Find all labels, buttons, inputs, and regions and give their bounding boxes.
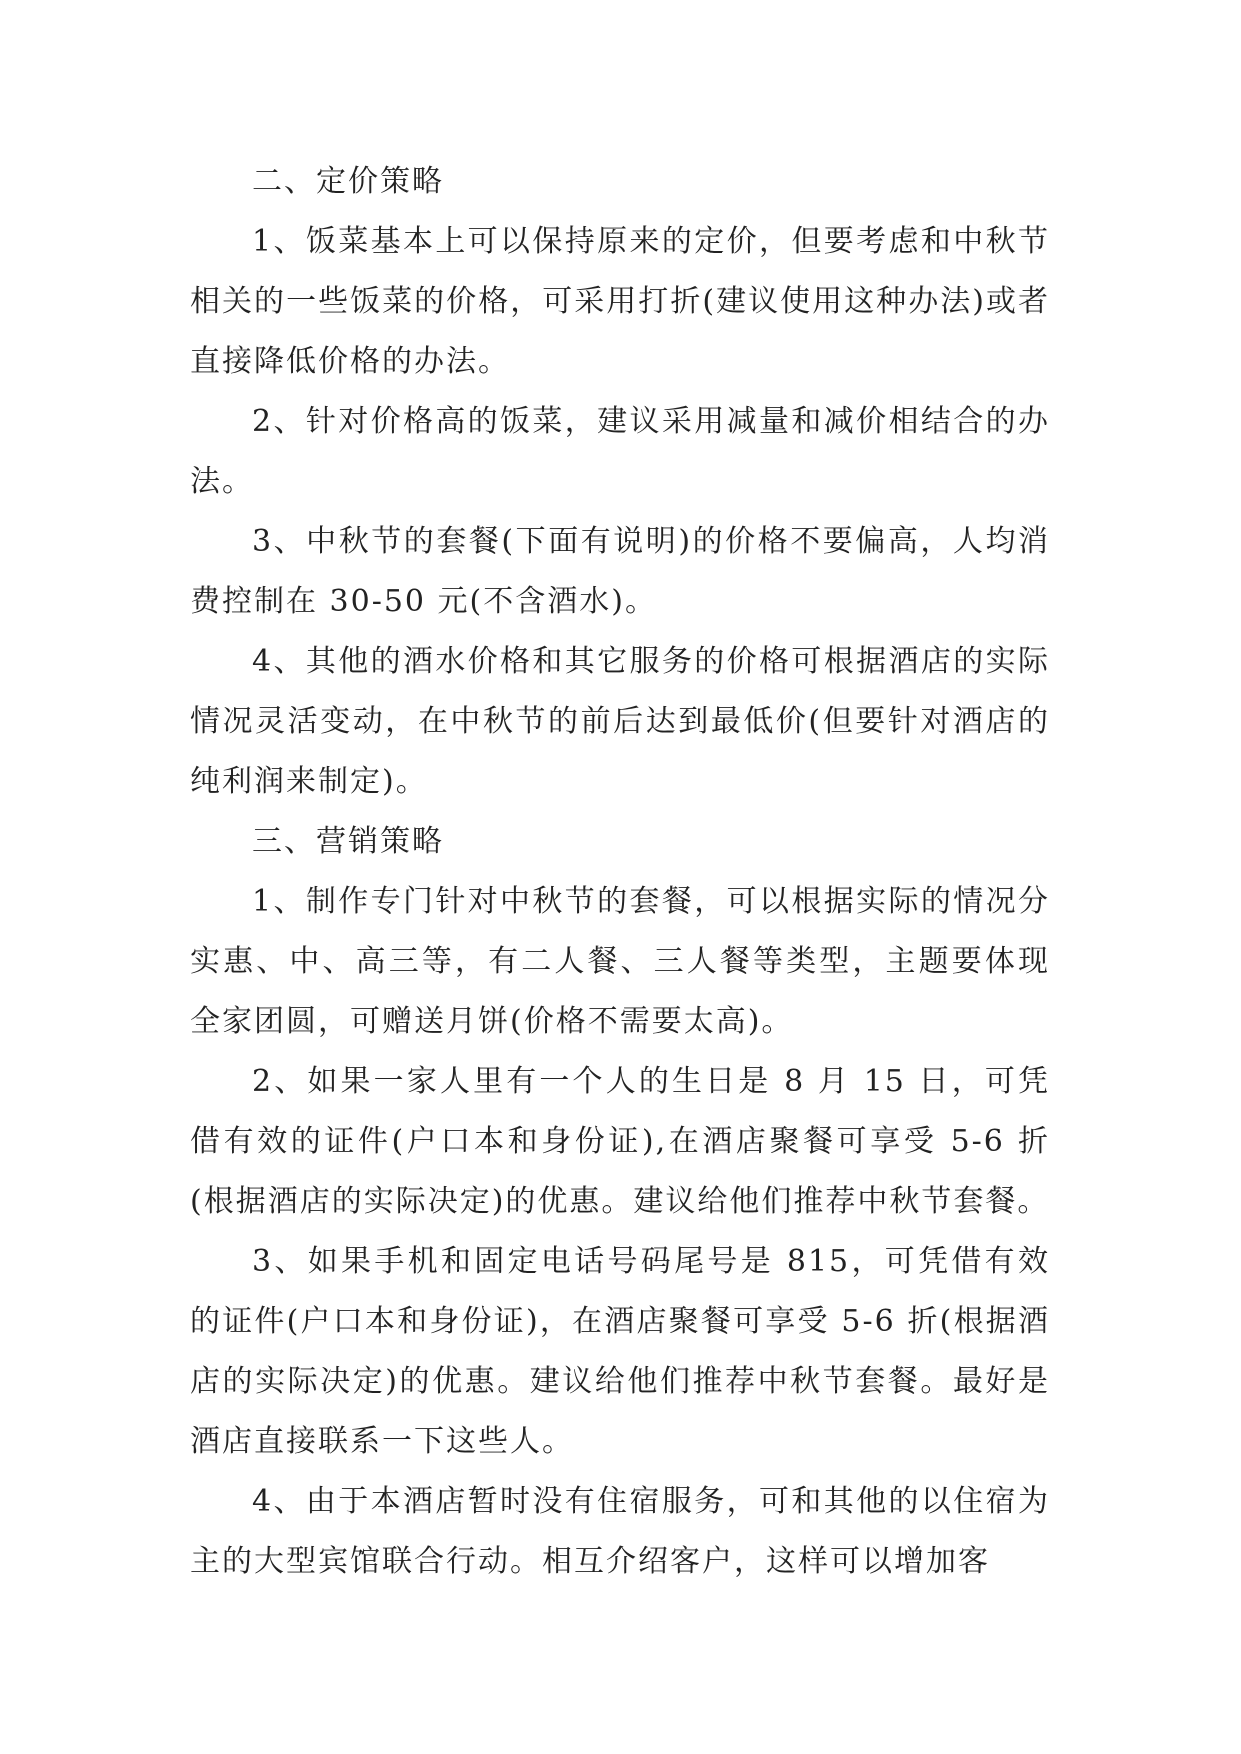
section-heading-pricing-strategy: 二、定价策略: [252, 164, 444, 199]
pricing-item-3: 3、中秋节的套餐(下面有说明)的价格不要偏高，人均消费控制在 30-50 元(不含酒水)。: [190, 524, 1050, 619]
pricing-item-1: 1、饭菜基本上可以保持原来的定价，但要考虑和中秋节相关的一些饭菜的价格，可采用打折(建议使用这种办法)或者直接降低价格的办法。: [190, 224, 1050, 379]
marketing-item-4: 4、由于本酒店暂时没有住宿服务，可和其他的以住宿为主的大型宾馆联合行动。相互介绍客户，这样可以增加客: [190, 1484, 1050, 1579]
marketing-item-1: 1、制作专门针对中秋节的套餐，可以根据实际的情况分实惠、中、高三等，有二人餐、三人餐等类型，主题要体现全家团圆，可赠送月饼(价格不需要太高)。: [190, 884, 1050, 1039]
marketing-item-2: 2、如果一家人里有一个人的生日是 8 月 15 日，可凭借有效的证件(户口本和身份证),在酒店聚餐可享受 5-6 折(根据酒店的实际决定)的优惠。建议给他们推荐中秋节套餐。: [190, 1064, 1050, 1219]
pricing-item-4: 4、其他的酒水价格和其它服务的价格可根据酒店的实际情况灵活变动，在中秋节的前后达到最低价(但要针对酒店的纯利润来制定)。: [190, 644, 1050, 799]
section-heading-marketing-strategy: 三、营销策略: [252, 824, 444, 859]
document-body: [190, 152, 1050, 1592]
pricing-item-2: 2、针对价格高的饭菜，建议采用减量和减价相结合的办法。: [190, 404, 1050, 499]
marketing-item-3: 3、如果手机和固定电话号码尾号是 815，可凭借有效的证件(户口本和身份证)，在酒店聚餐可享受 5-6 折(根据酒店的实际决定)的优惠。建议给他们推荐中秋节套餐。最好是酒店直接联系一下这些人。: [190, 1244, 1050, 1459]
